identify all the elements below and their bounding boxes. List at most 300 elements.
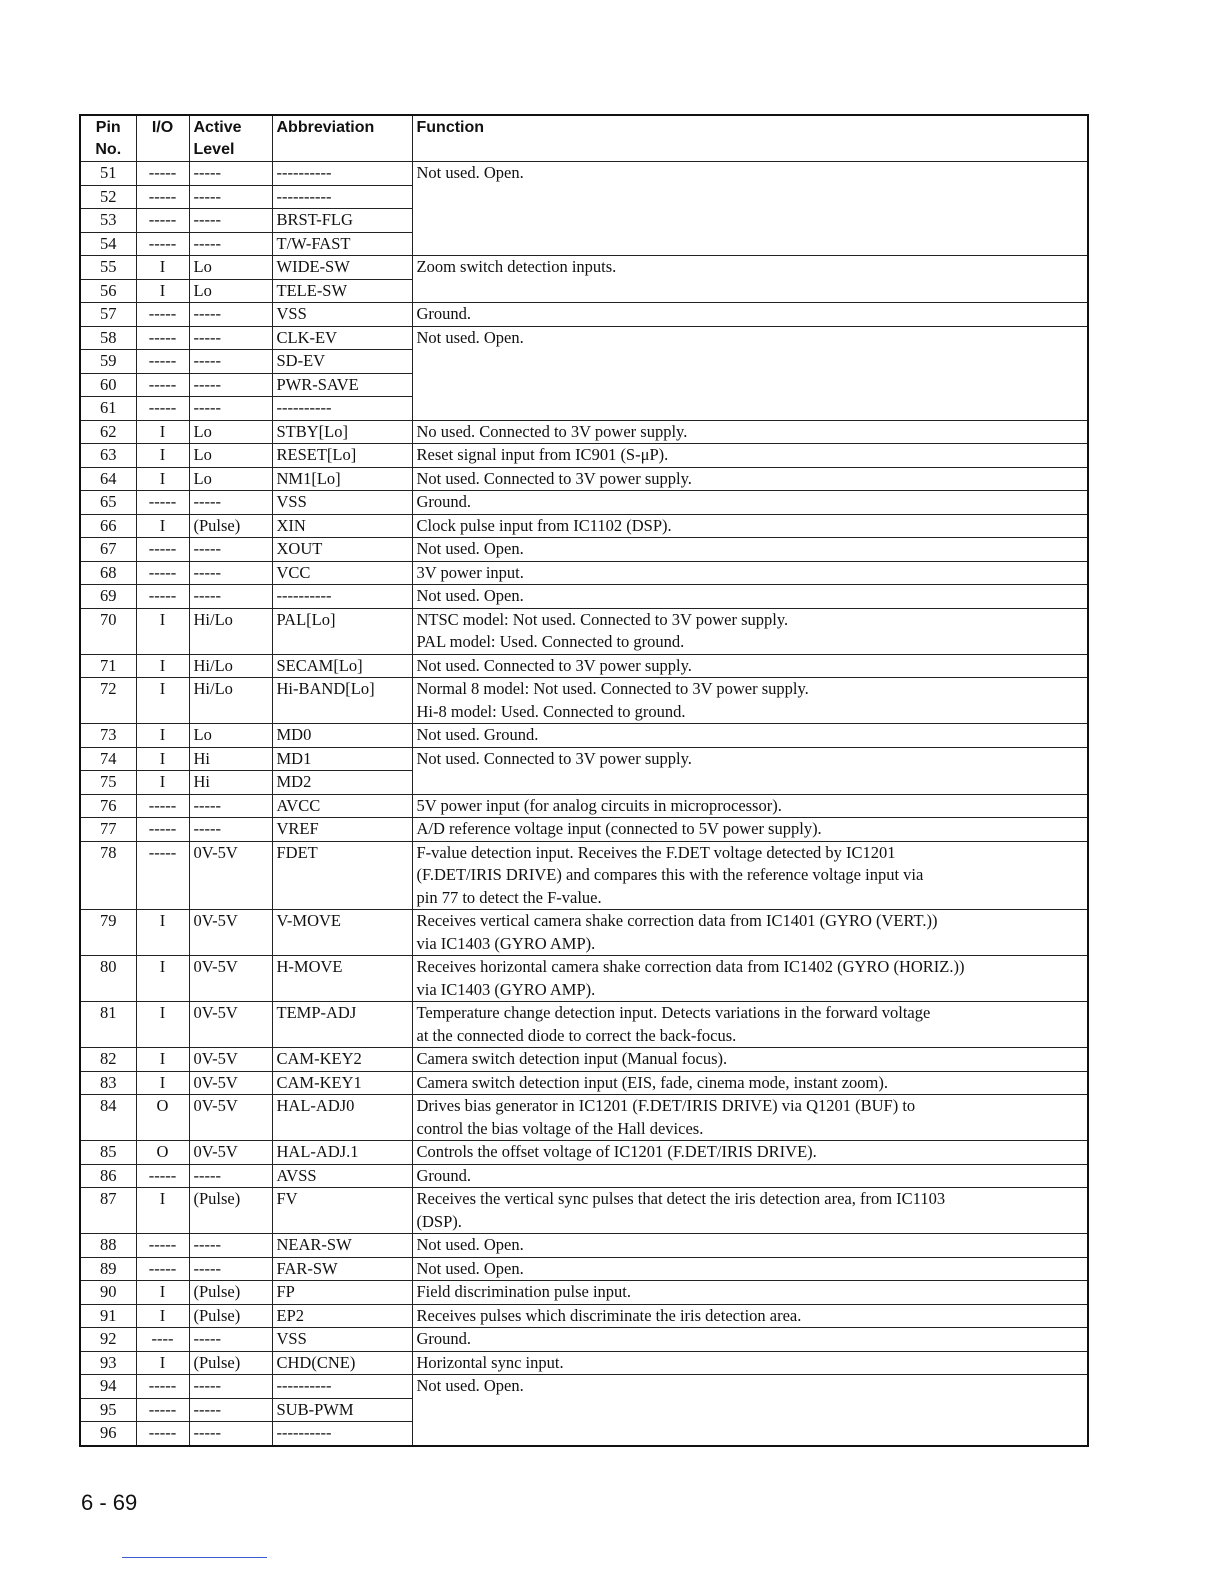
active-level-cell: ----- [189, 1398, 272, 1422]
io-cell: ----- [136, 1234, 189, 1258]
pin-number-cell: 77 [80, 818, 136, 842]
abbreviation-cell: XOUT [272, 538, 412, 562]
pin-number-cell: 51 [80, 162, 136, 186]
io-cell: ----- [136, 162, 189, 186]
pin-number-cell: 66 [80, 514, 136, 538]
function-line: No used. Connected to 3V power supply. [416, 421, 688, 441]
function-cell [412, 1281, 1088, 1305]
active-level-cell: ----- [189, 1257, 272, 1281]
pin-number-cell: 54 [80, 232, 136, 256]
table-row [80, 420, 1088, 444]
io-cell: ----- [136, 1257, 189, 1281]
table-row [80, 256, 1088, 280]
function-cell [412, 256, 1088, 303]
io-cell: ----- [136, 397, 189, 421]
table-row [80, 1304, 1088, 1328]
function-cell [412, 538, 1088, 562]
io-cell: ----- [136, 561, 189, 585]
active-level-cell: Lo [189, 467, 272, 491]
page-number: 6 - 69 [81, 1490, 138, 1515]
function-cell [412, 841, 1088, 910]
table-row [80, 491, 1088, 515]
function-line: Clock pulse input from IC1102 (DSP). [416, 515, 672, 535]
active-level-cell: Hi [189, 747, 272, 771]
function-cell [412, 654, 1088, 678]
table-row [80, 1188, 1088, 1234]
table-row [80, 1328, 1088, 1352]
abbreviation-cell: FDET [272, 841, 412, 910]
io-cell: O [136, 1095, 189, 1141]
abbreviation-cell: AVSS [272, 1164, 412, 1188]
function-line: (DSP). [416, 1211, 462, 1231]
function-cell [412, 467, 1088, 491]
function-line: Horizontal sync input. [416, 1352, 564, 1372]
table-row [80, 444, 1088, 468]
abbreviation-cell: FV [272, 1188, 412, 1234]
abbreviation-cell: V-MOVE [272, 910, 412, 956]
abbreviation-cell: ---------- [272, 397, 412, 421]
abbreviation-cell: ---------- [272, 1375, 412, 1399]
function-cell [412, 1375, 1088, 1446]
table-row [80, 1281, 1088, 1305]
io-cell: ----- [136, 350, 189, 374]
table-row [80, 678, 1088, 724]
function-line: Ground. [416, 1165, 472, 1185]
function-line: Receives horizontal camera shake correction data from IC1402 (GYRO (HORIZ.)) [416, 957, 965, 976]
table-row [80, 608, 1088, 654]
pin-number-cell: 86 [80, 1164, 136, 1188]
pin-number-cell: 93 [80, 1351, 136, 1375]
pin-number-cell: 89 [80, 1257, 136, 1281]
io-cell: I [136, 444, 189, 468]
active-level-cell: (Pulse) [189, 1351, 272, 1375]
abbreviation-cell: MD0 [272, 724, 412, 748]
abbreviation-cell: PWR-SAVE [272, 373, 412, 397]
function-line: 5V power input (for analog circuits in microprocessor). [416, 795, 782, 815]
function-line: 3V power input. [416, 562, 524, 582]
function-line: Zoom switch detection inputs. [416, 257, 617, 276]
function-line: Receives the vertical sync pulses that detect the iris detection area, from IC1103 [416, 1189, 946, 1208]
io-cell: I [136, 771, 189, 795]
pin-number-cell: 64 [80, 467, 136, 491]
abbreviation-cell: Hi-BAND[Lo] [272, 678, 412, 724]
active-level-cell: ----- [189, 585, 272, 609]
io-cell: I [136, 910, 189, 956]
header-function: Function [412, 115, 1088, 162]
io-cell: I [136, 956, 189, 1002]
io-cell: ----- [136, 185, 189, 209]
abbreviation-cell: FP [272, 1281, 412, 1305]
function-line: Not used. Open. [416, 586, 524, 605]
io-cell: ----- [136, 1375, 189, 1399]
function-cell [412, 491, 1088, 515]
function-line: F-value detection input. Receives the F.DET voltage detected by IC1201 [416, 842, 896, 862]
function-cell [412, 561, 1088, 585]
io-cell: I [136, 678, 189, 724]
io-cell: I [136, 1351, 189, 1375]
header-active-level: Active Level [189, 115, 272, 162]
io-cell: I [136, 1071, 189, 1095]
function-cell [412, 1328, 1088, 1352]
pin-number-cell: 68 [80, 561, 136, 585]
function-cell [412, 1351, 1088, 1375]
active-level-cell: 0V-5V [189, 1002, 272, 1048]
function-line: (F.DET/IRIS DRIVE) and compares this with the reference voltage input via [416, 865, 924, 884]
function-cell [412, 1188, 1088, 1234]
abbreviation-cell: CAM-KEY1 [272, 1071, 412, 1095]
io-cell: I [136, 1304, 189, 1328]
function-line: control the bias voltage of the Hall devices. [416, 1118, 704, 1138]
pin-number-cell: 71 [80, 654, 136, 678]
function-line: PAL model: Used. Connected to ground. [416, 632, 685, 651]
active-level-cell: Lo [189, 256, 272, 280]
io-cell: ----- [136, 209, 189, 233]
function-line: Not used. Connected to 3V power supply. [416, 748, 692, 768]
abbreviation-cell: TEMP-ADJ [272, 1002, 412, 1048]
function-line: Receives pulses which discriminate the iris detection area. [416, 1305, 802, 1325]
abbreviation-cell: STBY[Lo] [272, 420, 412, 444]
active-level-cell: (Pulse) [189, 1281, 272, 1305]
function-line: Camera switch detection input (Manual focus). [416, 1049, 728, 1068]
active-level-cell: (Pulse) [189, 1188, 272, 1234]
function-cell [412, 818, 1088, 842]
abbreviation-cell: HAL-ADJ.1 [272, 1141, 412, 1165]
io-cell: I [136, 256, 189, 280]
io-cell: I [136, 467, 189, 491]
function-line: Not used. Open. [416, 539, 524, 558]
abbreviation-cell: AVCC [272, 794, 412, 818]
abbreviation-cell: ---------- [272, 1422, 412, 1446]
active-level-cell: ----- [189, 1164, 272, 1188]
active-level-cell: ----- [189, 1234, 272, 1258]
abbreviation-cell: H-MOVE [272, 956, 412, 1002]
function-line: Receives vertical camera shake correction data from IC1401 (GYRO (VERT.)) [416, 911, 938, 930]
function-cell [412, 1304, 1088, 1328]
io-cell: I [136, 654, 189, 678]
table-row [80, 724, 1088, 748]
abbreviation-cell: VREF [272, 818, 412, 842]
function-line: A/D reference voltage input (connected to 5V power supply). [416, 819, 822, 838]
function-cell [412, 1048, 1088, 1072]
table-row [80, 561, 1088, 585]
io-cell: ----- [136, 303, 189, 327]
function-cell [412, 724, 1088, 748]
pin-number-cell: 74 [80, 747, 136, 771]
active-level-cell: ----- [189, 303, 272, 327]
table-row [80, 1375, 1088, 1399]
table-row [80, 1071, 1088, 1095]
table-row [80, 514, 1088, 538]
function-line: Ground. [416, 304, 472, 323]
pin-number-cell: 81 [80, 1002, 136, 1048]
abbreviation-cell: SD-EV [272, 350, 412, 374]
function-line: at the connected diode to correct the back-focus. [416, 1025, 737, 1045]
abbreviation-cell: T/W-FAST [272, 232, 412, 256]
function-cell [412, 910, 1088, 956]
active-level-cell: ----- [189, 185, 272, 209]
io-cell: I [136, 514, 189, 538]
table-body [80, 162, 1088, 1446]
active-level-cell: ----- [189, 397, 272, 421]
abbreviation-cell: NEAR-SW [272, 1234, 412, 1258]
io-cell: ---- [136, 1328, 189, 1352]
io-cell: I [136, 747, 189, 771]
active-level-cell: Lo [189, 724, 272, 748]
abbreviation-cell: HAL-ADJ0 [272, 1095, 412, 1141]
pin-number-cell: 96 [80, 1422, 136, 1446]
io-cell: I [136, 1002, 189, 1048]
function-cell [412, 585, 1088, 609]
pin-number-cell: 84 [80, 1095, 136, 1141]
function-line: Field discrimination pulse input. [416, 1282, 631, 1301]
table-row [80, 326, 1088, 350]
function-line: Ground. [416, 1329, 472, 1348]
function-cell [412, 303, 1088, 327]
table-row [80, 1002, 1088, 1048]
io-cell: I [136, 608, 189, 654]
active-level-cell: 0V-5V [189, 956, 272, 1002]
function-cell [412, 1071, 1088, 1095]
active-level-cell: Hi/Lo [189, 654, 272, 678]
active-level-cell: 0V-5V [189, 1048, 272, 1072]
pin-number-cell: 83 [80, 1071, 136, 1095]
active-level-cell: (Pulse) [189, 514, 272, 538]
table-row [80, 1164, 1088, 1188]
abbreviation-cell: PAL[Lo] [272, 608, 412, 654]
table-row [80, 747, 1088, 771]
abbreviation-cell: CHD(CNE) [272, 1351, 412, 1375]
pin-number-cell: 57 [80, 303, 136, 327]
pin-number-cell: 69 [80, 585, 136, 609]
function-cell [412, 162, 1088, 256]
function-line: Not used. Open. [416, 1376, 524, 1395]
pin-number-cell: 58 [80, 326, 136, 350]
abbreviation-cell: CAM-KEY2 [272, 1048, 412, 1072]
pin-number-cell: 53 [80, 209, 136, 233]
table-row [80, 1257, 1088, 1281]
function-cell [412, 1002, 1088, 1048]
function-line: pin 77 to detect the F-value. [416, 887, 602, 907]
io-cell: I [136, 724, 189, 748]
function-line: Controls the offset voltage of IC1201 (F.DET/IRIS DRIVE). [416, 1142, 817, 1161]
abbreviation-cell: ---------- [272, 185, 412, 209]
io-cell: ----- [136, 1422, 189, 1446]
table-row [80, 162, 1088, 186]
pin-function-table [79, 114, 1089, 1447]
pin-number-cell: 62 [80, 420, 136, 444]
function-line: Not used. Open. [416, 163, 524, 182]
abbreviation-cell: BRST-FLG [272, 209, 412, 233]
io-cell: ----- [136, 491, 189, 515]
abbreviation-cell: MD2 [272, 771, 412, 795]
pin-number-cell: 55 [80, 256, 136, 280]
io-cell: I [136, 1188, 189, 1234]
function-cell [412, 1141, 1088, 1165]
pin-number-cell: 59 [80, 350, 136, 374]
function-line: Ground. [416, 492, 472, 511]
table-row [80, 585, 1088, 609]
active-level-cell: ----- [189, 794, 272, 818]
function-line: Not used. Connected to 3V power supply. [416, 468, 692, 488]
pin-number-cell: 63 [80, 444, 136, 468]
abbreviation-cell: ---------- [272, 585, 412, 609]
pin-number-cell: 61 [80, 397, 136, 421]
function-cell [412, 956, 1088, 1002]
active-level-cell: ----- [189, 350, 272, 374]
pin-number-cell: 65 [80, 491, 136, 515]
io-cell: I [136, 1048, 189, 1072]
abbreviation-cell: TELE-SW [272, 279, 412, 303]
function-line: via IC1403 (GYRO AMP). [416, 979, 596, 999]
pin-number-cell: 70 [80, 608, 136, 654]
active-level-cell: ----- [189, 232, 272, 256]
io-cell: ----- [136, 841, 189, 910]
pin-number-cell: 80 [80, 956, 136, 1002]
io-cell: O [136, 1141, 189, 1165]
table-row [80, 1048, 1088, 1072]
io-cell: ----- [136, 1398, 189, 1422]
table-row [80, 1141, 1088, 1165]
function-cell [412, 608, 1088, 654]
table-row [80, 910, 1088, 956]
function-cell [412, 514, 1088, 538]
function-line: Camera switch detection input (EIS, fade, cinema mode, instant zoom). [416, 1072, 888, 1092]
io-cell: ----- [136, 818, 189, 842]
active-level-cell: ----- [189, 1422, 272, 1446]
active-level-cell: Lo [189, 444, 272, 468]
active-level-cell: (Pulse) [189, 1304, 272, 1328]
function-cell [412, 1095, 1088, 1141]
table-header-row [80, 115, 1088, 162]
pin-number-cell: 56 [80, 279, 136, 303]
function-line: Drives bias generator in IC1201 (F.DET/IRIS DRIVE) via Q1201 (BUF) to [416, 1096, 916, 1115]
pin-number-cell: 78 [80, 841, 136, 910]
pin-number-cell: 79 [80, 910, 136, 956]
table-row [80, 794, 1088, 818]
pin-number-cell: 90 [80, 1281, 136, 1305]
pin-number-cell: 95 [80, 1398, 136, 1422]
pin-number-cell: 67 [80, 538, 136, 562]
function-line: via IC1403 (GYRO AMP). [416, 933, 596, 953]
header-abbreviation: Abbreviation [272, 115, 412, 162]
table-row [80, 1234, 1088, 1258]
pin-number-cell: 76 [80, 794, 136, 818]
pin-number-cell: 94 [80, 1375, 136, 1399]
active-level-cell: ----- [189, 561, 272, 585]
pin-number-cell: 82 [80, 1048, 136, 1072]
pin-number-cell: 72 [80, 678, 136, 724]
abbreviation-cell: NM1[Lo] [272, 467, 412, 491]
pin-number-cell: 52 [80, 185, 136, 209]
abbreviation-cell: XIN [272, 514, 412, 538]
pin-number-cell: 85 [80, 1141, 136, 1165]
pin-number-cell: 75 [80, 771, 136, 795]
function-cell [412, 1257, 1088, 1281]
io-cell: ----- [136, 585, 189, 609]
function-line: Not used. Open. [416, 1258, 524, 1278]
pin-number-cell: 73 [80, 724, 136, 748]
table-row [80, 1351, 1088, 1375]
abbreviation-cell: VCC [272, 561, 412, 585]
active-level-cell: ----- [189, 326, 272, 350]
table-row [80, 841, 1088, 910]
table-row [80, 818, 1088, 842]
active-level-cell: ----- [189, 538, 272, 562]
io-cell: ----- [136, 1164, 189, 1188]
active-level-cell: 0V-5V [189, 910, 272, 956]
pin-number-cell: 60 [80, 373, 136, 397]
pin-number-cell: 91 [80, 1304, 136, 1328]
io-cell: I [136, 279, 189, 303]
io-cell: ----- [136, 232, 189, 256]
header-io: I/O [136, 115, 189, 162]
table-row [80, 1095, 1088, 1141]
io-cell: ----- [136, 326, 189, 350]
active-level-cell: Lo [189, 420, 272, 444]
io-cell: ----- [136, 538, 189, 562]
function-line: Hi-8 model: Used. Connected to ground. [416, 701, 686, 721]
pin-number-cell: 87 [80, 1188, 136, 1234]
abbreviation-cell: MD1 [272, 747, 412, 771]
io-cell: ----- [136, 373, 189, 397]
function-line: Not used. Open. [416, 327, 524, 347]
active-level-cell: ----- [189, 491, 272, 515]
abbreviation-cell: SUB-PWM [272, 1398, 412, 1422]
abbreviation-cell: VSS [272, 491, 412, 515]
active-level-cell: 0V-5V [189, 1141, 272, 1165]
header-pin-no: Pin No. [80, 115, 136, 162]
function-cell [412, 326, 1088, 420]
io-cell: I [136, 420, 189, 444]
table-row [80, 303, 1088, 327]
function-cell [412, 420, 1088, 444]
table-row [80, 467, 1088, 491]
pin-number-cell: 92 [80, 1328, 136, 1352]
active-level-cell: Hi/Lo [189, 678, 272, 724]
active-level-cell: ----- [189, 818, 272, 842]
footer-rule [122, 1557, 267, 1558]
abbreviation-cell: VSS [272, 303, 412, 327]
function-cell [412, 444, 1088, 468]
function-line: Reset signal input from IC901 (S-μP). [416, 445, 669, 464]
abbreviation-cell: VSS [272, 1328, 412, 1352]
active-level-cell: ----- [189, 162, 272, 186]
table-row [80, 538, 1088, 562]
function-cell [412, 794, 1088, 818]
function-line: Not used. Connected to 3V power supply. [416, 655, 692, 675]
active-level-cell: 0V-5V [189, 841, 272, 910]
table-row [80, 654, 1088, 678]
function-line: Temperature change detection input. Detects variations in the forward voltage [416, 1003, 931, 1022]
function-cell [412, 747, 1088, 794]
function-line: Normal 8 model: Not used. Connected to 3V power supply. [416, 679, 809, 698]
function-cell [412, 1164, 1088, 1188]
active-level-cell: 0V-5V [189, 1095, 272, 1141]
active-level-cell: 0V-5V [189, 1071, 272, 1095]
abbreviation-cell: WIDE-SW [272, 256, 412, 280]
pin-number-cell: 88 [80, 1234, 136, 1258]
active-level-cell: ----- [189, 1375, 272, 1399]
function-cell [412, 1234, 1088, 1258]
abbreviation-cell: ---------- [272, 162, 412, 186]
function-cell [412, 678, 1088, 724]
io-cell: ----- [136, 794, 189, 818]
abbreviation-cell: SECAM[Lo] [272, 654, 412, 678]
table-row [80, 956, 1088, 1002]
active-level-cell: Hi/Lo [189, 608, 272, 654]
abbreviation-cell: FAR-SW [272, 1257, 412, 1281]
active-level-cell: ----- [189, 209, 272, 233]
